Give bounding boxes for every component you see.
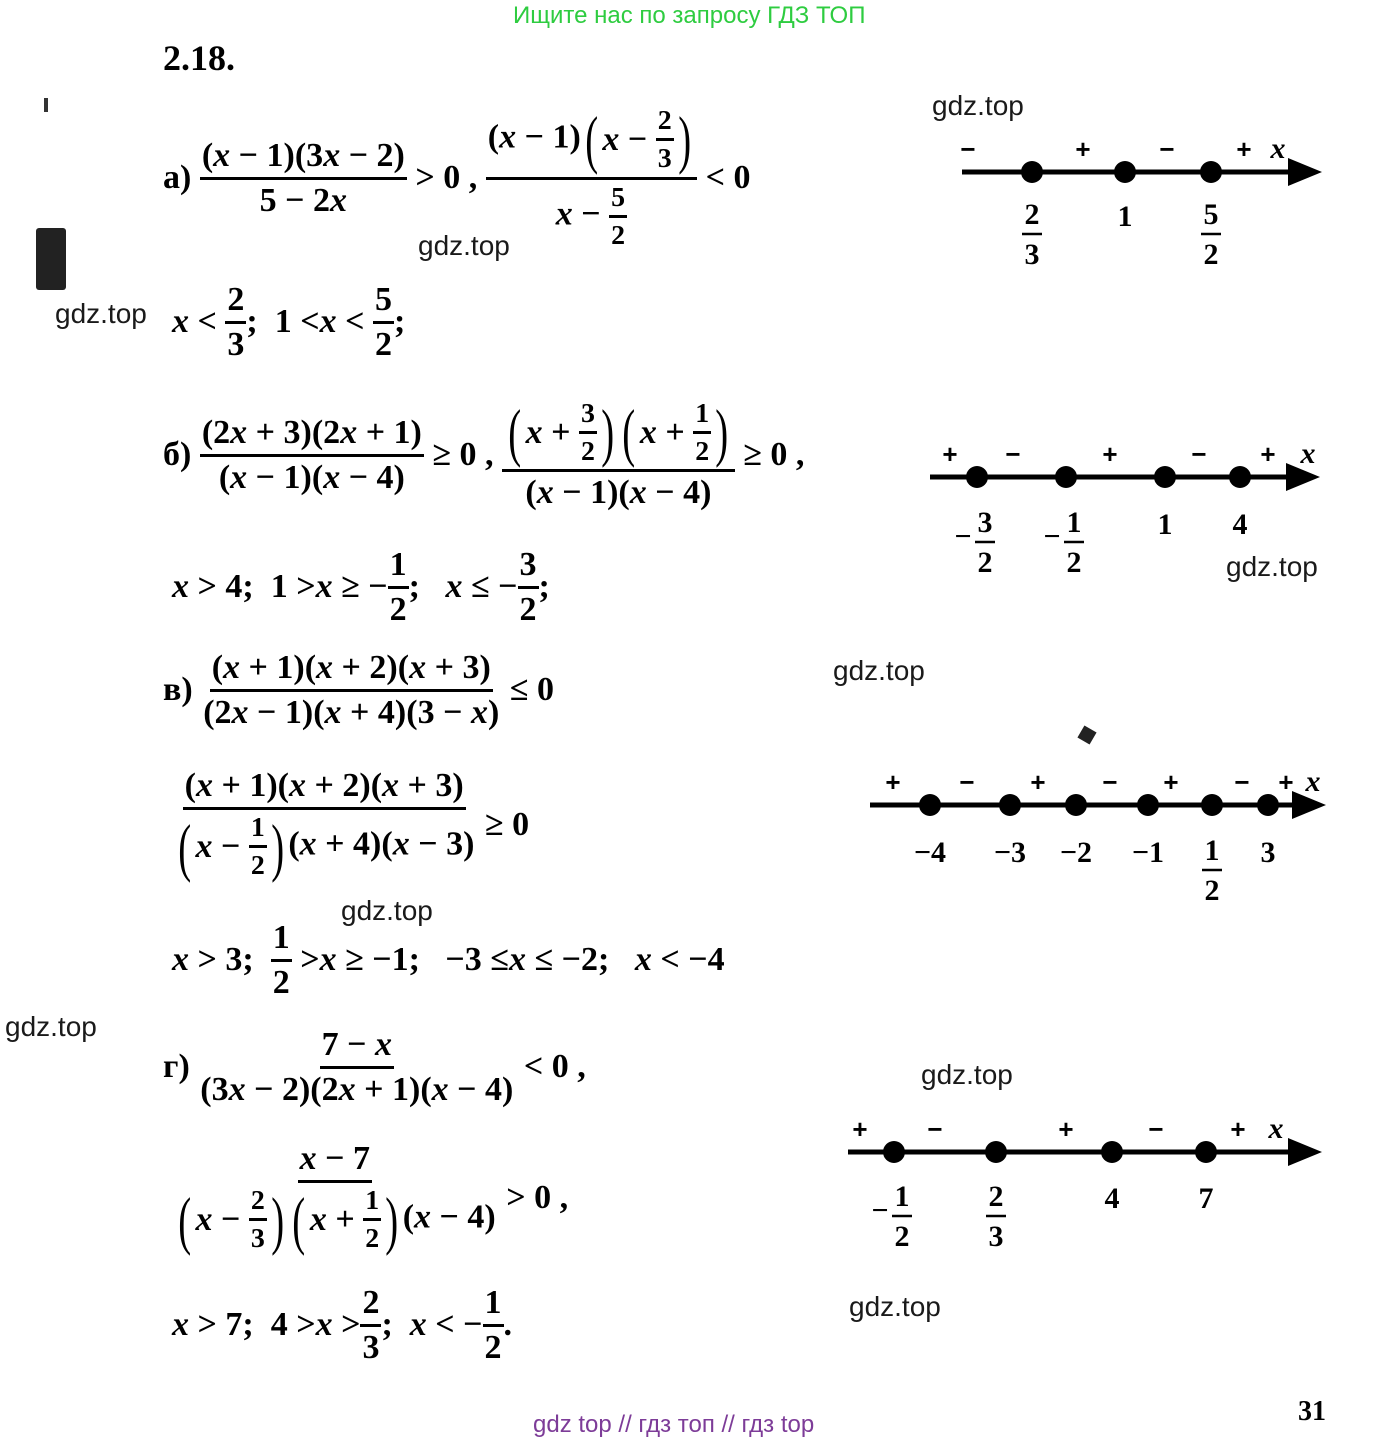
page-number: 31 — [1298, 1396, 1326, 1427]
fraction: $\frac{1}{2}$ — [389, 545, 407, 628]
point-label: 1 — [1117, 200, 1133, 233]
point-marker — [1229, 466, 1251, 488]
point-label: 1 — [1157, 508, 1173, 541]
point-label-denominator: 3 — [988, 1220, 1004, 1253]
fraction: $\frac{(2x + 3)(2x + 1)}{(x - 1)(x - 4)}$ — [201, 413, 422, 496]
fraction: $\frac{2}{3}$ — [362, 1283, 380, 1366]
fraction: (x − 1) ( x − $\frac{2}{3}$ ) x − $\frac{5}{2}$ — [486, 106, 697, 250]
interval-sign: + — [1236, 134, 1252, 164]
point-label-denominator: 2 — [977, 546, 993, 579]
interval-sign: − — [1159, 134, 1175, 164]
axis-label: x — [1300, 437, 1316, 470]
part-b-answer: x > 4; 1 > x ≥ − $\frac{1}{2}$ ; x ≤ − $\frac{3}{2}$ ; — [172, 545, 550, 628]
point-label: 4 — [1104, 1182, 1120, 1215]
part-a-answer: x < $\frac{2}{3}$ ; 1 < x < $\frac{5}{2}$ ; — [172, 280, 406, 363]
point-label-sign: − — [954, 520, 972, 553]
point-label: −1 — [1131, 836, 1165, 869]
arrow-head-icon — [1288, 1138, 1322, 1166]
interval-sign: + — [852, 1114, 868, 1144]
point-marker — [985, 1141, 1007, 1163]
watermark: gdz.top — [55, 298, 147, 329]
point-label: −4 — [913, 836, 947, 869]
point-label-denominator: 2 — [1066, 546, 1082, 579]
point-marker — [1154, 466, 1176, 488]
part-b-label: б) — [163, 436, 192, 473]
point-label-denominator: 3 — [1024, 238, 1040, 271]
point-label-numerator: 3 — [977, 506, 993, 539]
point-marker — [1137, 794, 1159, 816]
point-marker — [1201, 794, 1223, 816]
interval-sign: + — [1058, 1114, 1074, 1144]
point-label-numerator: 2 — [988, 1180, 1004, 1213]
point-label-numerator: 1 — [894, 1180, 910, 1213]
interval-sign: + — [1030, 767, 1046, 797]
fraction: $\frac{5}{2}$ — [374, 280, 392, 363]
point-label-sign: − — [871, 1194, 889, 1227]
axis-label: x — [1270, 132, 1286, 165]
point-marker — [1055, 466, 1077, 488]
part-b-inequality: б) $\frac{(2x + 3)(2x + 1)}{(x - 1)(x - 4)}$ ≥ 0 , ( x + $\frac{3}{2}$ ) ( x + $\frac{1}{2}$ ) (x − 1)(x − 4) ≥ 0 , — [163, 396, 805, 512]
watermark: gdz.top — [5, 1011, 97, 1042]
point-marker — [1065, 794, 1087, 816]
point-marker — [883, 1141, 905, 1163]
problem-number: 2.18. — [163, 38, 235, 78]
part-a-inequality: а) $\frac{(x - 1)(3x - 2)}{5 - 2x}$ > 0 , (x − 1) ( x − $\frac{2}{3}$ ) x − $\frac{5}{2}$ < 0 — [163, 103, 751, 251]
search-hint-link[interactable]: Ищите нас по запросу ГДЗ ТОП — [513, 2, 866, 29]
part-a-label: а) — [163, 159, 192, 196]
part-g-transformed: x − 7 ( x − $\frac{2}{3}$ ) ( x + $\frac{1}{2}$ ) (x − 4) > 0 , — [172, 1125, 568, 1270]
watermark: gdz.top — [833, 655, 925, 686]
footer-links[interactable]: gdz top // гдз топ // гдз top — [533, 1411, 815, 1438]
point-label-sign: − — [1043, 520, 1061, 553]
interval-sign: + — [942, 439, 958, 469]
fraction: $\frac{2}{3}$ — [227, 280, 245, 363]
watermark: gdz.top — [921, 1059, 1013, 1090]
point-marker — [1101, 1141, 1123, 1163]
point-label-denominator: 2 — [1203, 238, 1219, 271]
interval-sign: − — [1148, 1114, 1164, 1144]
interval-sign: + — [1102, 439, 1118, 469]
point-label: 3 — [1260, 836, 1276, 869]
interval-sign: − — [960, 134, 976, 164]
axis-label: x — [1268, 1112, 1284, 1145]
point-label: 7 — [1198, 1182, 1214, 1215]
interval-sign: + — [885, 767, 901, 797]
point-marker — [1195, 1141, 1217, 1163]
fraction: (x + 1)(x + 2)(x + 3) ( x − $\frac{1}{2}$ ) (x + 4)(x − 3) — [178, 767, 475, 883]
point-label-numerator: 1 — [1066, 506, 1082, 539]
watermark: gdz.top — [932, 90, 1024, 121]
fraction: $\frac{1}{2}$ — [484, 1283, 502, 1366]
interval-sign: + — [1075, 134, 1091, 164]
part-v-inequality: в) $\frac{(x + 1)(x + 2)(x + 3)}{(2x - 1)(x + 4)(3 - x)}$ ≤ 0 — [163, 648, 554, 731]
part-v-transformed: (x + 1)(x + 2)(x + 3) ( x − $\frac{1}{2}$ ) (x + 4)(x − 3) ≥ 0 — [172, 752, 529, 897]
fraction: $\frac{(x - 1)(3x - 2)}{5 - 2x}$ — [201, 136, 405, 219]
point-label-denominator: 2 — [1204, 874, 1220, 907]
point-marker — [1021, 161, 1043, 183]
fraction: $\frac{(x + 1)(x + 2)(x + 3)}{(2x - 1)(x + 4)(3 - x)}$ — [203, 648, 500, 731]
interval-sign: + — [1260, 439, 1276, 469]
fraction: $\frac{7 - x}{(3x - 2)(2x + 1)(x - 4)}$ — [200, 1025, 514, 1108]
fraction: $\frac{3}{2}$ — [519, 545, 537, 628]
part-v-label: в) — [163, 671, 193, 708]
point-marker — [966, 466, 988, 488]
interval-sign: + — [1278, 767, 1294, 797]
point-label-numerator: 2 — [1024, 198, 1040, 231]
part-v-answer: x > 3; $\frac{1}{2}$ > x ≥ −1; −3 ≤ x ≤ −2; x < −4 — [172, 918, 725, 1001]
point-marker — [999, 794, 1021, 816]
point-label-numerator: 1 — [1204, 834, 1220, 867]
point-label: −2 — [1059, 836, 1093, 869]
watermark: gdz.top — [418, 230, 510, 261]
point-marker — [1114, 161, 1136, 183]
interval-sign: − — [1005, 439, 1021, 469]
fraction: $\frac{1}{2}$ — [272, 918, 290, 1001]
interval-sign: − — [959, 767, 975, 797]
interval-sign: − — [927, 1114, 943, 1144]
part-g-answer: x > 7; 4 > x > $\frac{2}{3}$ ; x < − $\frac{1}{2}$ . — [172, 1283, 513, 1366]
watermark: gdz.top — [341, 895, 433, 926]
point-label: 4 — [1232, 508, 1248, 541]
point-label-numerator: 5 — [1203, 198, 1219, 231]
point-marker — [1257, 794, 1279, 816]
fraction: ( x + $\frac{3}{2}$ ) ( x + $\frac{1}{2}$ ) (x − 1)(x − 4) — [502, 399, 735, 511]
interval-sign: − — [1234, 767, 1250, 797]
watermark: gdz.top — [1226, 551, 1318, 582]
point-marker — [919, 794, 941, 816]
point-label: −3 — [993, 836, 1027, 869]
interval-sign: − — [1191, 439, 1207, 469]
point-marker — [1200, 161, 1222, 183]
interval-sign: + — [1230, 1114, 1246, 1144]
part-g-label: г) — [163, 1048, 190, 1085]
watermark: gdz.top — [849, 1291, 941, 1322]
axis-label: x — [1305, 765, 1321, 798]
arrow-head-icon — [1288, 158, 1322, 186]
part-g-inequality: г) $\frac{7 - x}{(3x - 2)(2x + 1)(x - 4)}$ < 0 , — [163, 1025, 586, 1108]
fraction: x − 7 ( x − $\frac{2}{3}$ ) ( x + $\frac{1}{2}$ ) (x − 4) — [178, 1140, 496, 1256]
interval-sign: − — [1102, 767, 1118, 797]
point-label-denominator: 2 — [894, 1220, 910, 1253]
interval-sign: + — [1163, 767, 1179, 797]
